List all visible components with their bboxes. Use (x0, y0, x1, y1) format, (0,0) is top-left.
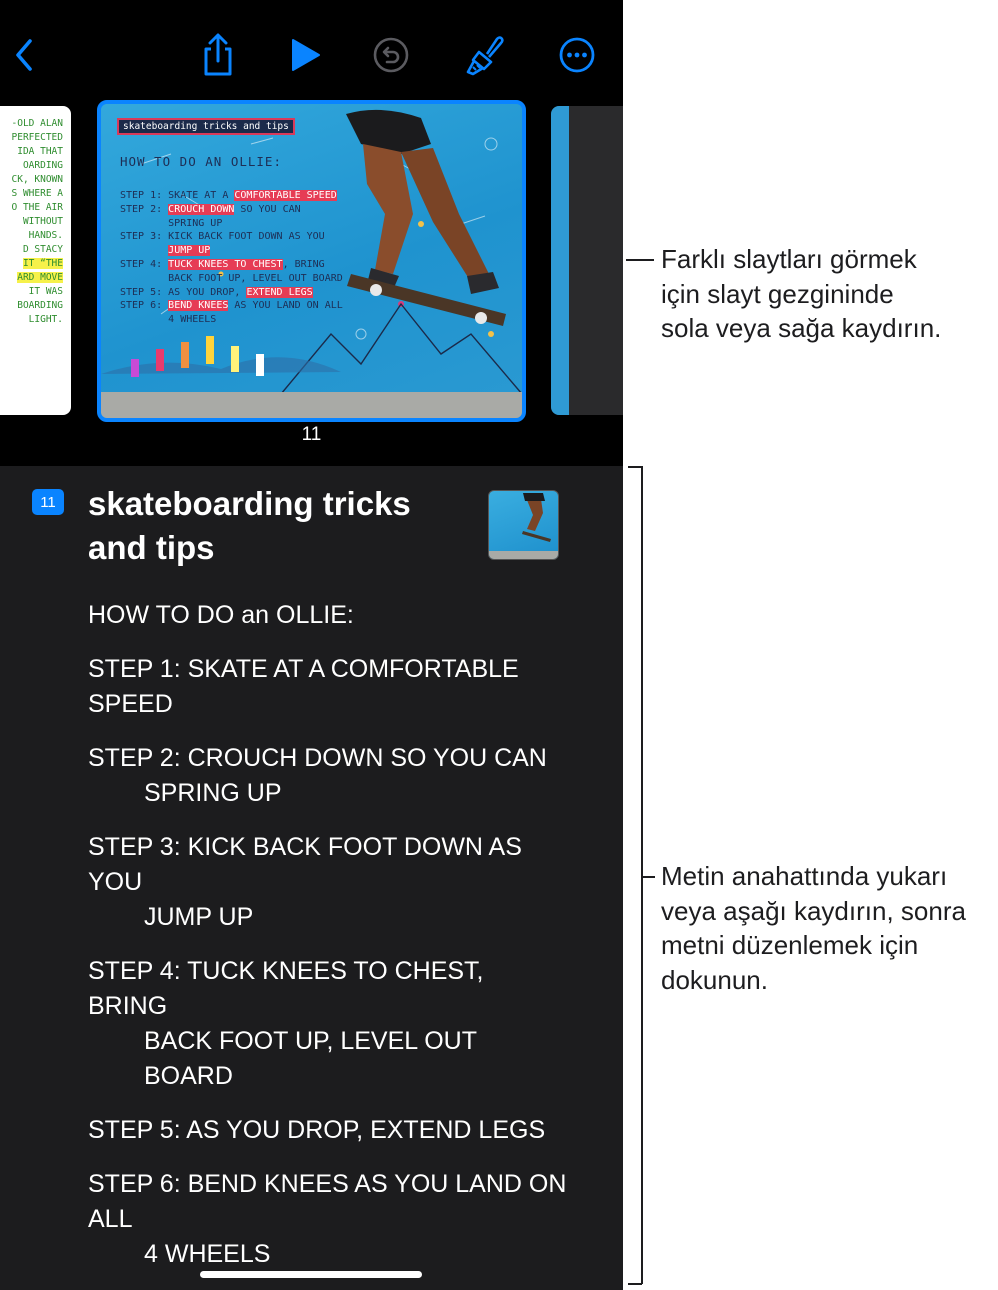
callout-navigator (661, 242, 941, 346)
slide-text-line (120, 314, 216, 325)
slide-text: STEP 3: KICK BACK FOOT DOWN AS YOU (120, 231, 325, 243)
slide-highlight-text: TUCK KNEES TO CHEST (168, 259, 283, 270)
thumb-text: IDA THAT (17, 146, 63, 157)
callout-line: Farklı slaytları görmek (661, 244, 917, 274)
thumb-text: O THE AIR (11, 202, 63, 213)
outline-indented-line: BACK FOOT UP, LEVEL OUT BOARD (144, 1027, 477, 1090)
ellipsis-circle-icon (558, 36, 596, 74)
undo-icon (372, 36, 410, 74)
outline-line: STEP 2: CROUCH DOWN SO YOU CAN (88, 744, 547, 772)
share-icon (200, 33, 236, 77)
home-indicator[interactable] (200, 1271, 422, 1278)
outline-slide-thumbnail[interactable] (488, 490, 559, 560)
slide-text-line (120, 245, 210, 256)
outline-line: STEP 4: TUCK KNEES TO CHEST, BRING (88, 957, 484, 1020)
slide-text-line (120, 204, 301, 215)
outline-paragraph[interactable] (88, 954, 568, 1094)
callout-line: dokunun. (661, 964, 768, 995)
callout-bracket (628, 466, 642, 468)
slide-text-line (120, 300, 343, 311)
slide-text: STEP 5: AS YOU DROP, (120, 286, 247, 298)
slide-text: STEP 1: SKATE AT A (120, 190, 235, 201)
slide-text: STEP 6: (120, 300, 169, 312)
slide-text: 4 WHEELS (120, 314, 217, 326)
slide-navigator[interactable] (0, 100, 623, 466)
callout-line: için slayt gezgininde (661, 278, 894, 309)
thumb-text: WITHOUT (22, 216, 63, 227)
slide-highlight-text: COMFORTABLE SPEED (234, 190, 337, 201)
thumb-text: ARD MOVE (17, 272, 63, 283)
back-button[interactable] (0, 30, 50, 80)
outline-indented-line: JUMP UP (144, 903, 254, 931)
slide-thumbnail-previous[interactable] (0, 106, 71, 415)
slide-highlight-text: CROUCH DOWN (168, 203, 235, 215)
thumb-text: BOARDING (17, 300, 63, 311)
slide-text-line (120, 273, 343, 284)
outline-line: STEP 5: AS YOU DROP, EXTEND LEGS (88, 1116, 546, 1144)
share-button[interactable] (193, 30, 243, 80)
thumb-text: -OLD ALAN (11, 118, 63, 129)
text-outline[interactable] (0, 466, 623, 1290)
callout-leader-line (642, 876, 655, 878)
slide-text-line (120, 190, 337, 201)
slide-thumbnail-next[interactable] (551, 106, 623, 415)
slide-text: BACK FOOT UP, LEVEL OUT BOARD (120, 272, 343, 284)
undo-button[interactable] (366, 30, 416, 80)
outline-line: STEP 1: SKATE AT A COMFORTABLE SPEED (88, 655, 519, 718)
thumb-text: LIGHT. (28, 314, 63, 325)
thumb-text: S WHERE A (11, 188, 63, 199)
format-button[interactable] (460, 30, 510, 80)
slide-text-line (120, 218, 222, 229)
skater-thumbnail-image (489, 491, 559, 560)
thumb-text: OARDING (22, 160, 63, 171)
slide-text: SO YOU CAN (234, 203, 301, 215)
callout-bracket (641, 466, 643, 1284)
slide-text: , BRING (282, 259, 325, 270)
slide-highlight-text: EXTEND LEGS (246, 286, 313, 298)
paintbrush-icon (465, 34, 505, 76)
slide-text: STEP 4: (120, 259, 169, 270)
slide-number: 11 (301, 424, 322, 445)
slide-thumbnail-current[interactable] (97, 100, 526, 422)
thumb-text: CK, KNOWN (11, 174, 63, 185)
callout-leader-line (626, 259, 654, 261)
slide-title: skateboarding tricks and tips (117, 118, 295, 135)
slide-ground (101, 392, 522, 418)
callout-line: Metin anahattında yukarı (661, 861, 948, 891)
outline-paragraph[interactable] (88, 1167, 568, 1272)
outline-body-text[interactable] (88, 598, 568, 1290)
chevron-left-icon (10, 37, 40, 73)
slide-text: AS YOU LAND ON ALL (228, 300, 343, 312)
callout-line: veya aşağı kaydırın, sonra (661, 895, 966, 926)
thumb-text: D STACY (22, 244, 63, 255)
outline-paragraph[interactable] (88, 598, 568, 633)
callout-line: sola veya sağa kaydırın. (661, 313, 942, 343)
toolbar (0, 0, 623, 100)
thumb-text: IT “THE (22, 258, 63, 269)
slide-background (101, 104, 522, 418)
outline-paragraph[interactable] (88, 1113, 568, 1148)
slide-number-badge: 11 (32, 489, 64, 515)
callout-outline (661, 859, 966, 997)
outline-paragraph[interactable] (88, 830, 568, 935)
slide-highlight-text: JUMP UP (168, 245, 211, 257)
outline-slide-title[interactable]: skateboarding tricks and tips (88, 485, 411, 566)
play-button[interactable] (280, 30, 330, 80)
outline-indented-line: 4 WHEELS (144, 1240, 271, 1268)
outline-line: STEP 3: KICK BACK FOOT DOWN AS YOU (88, 833, 522, 896)
slide-text-line (120, 231, 325, 242)
slide-heading: HOW TO DO AN OLLIE: (120, 154, 282, 169)
slide-text-line (120, 287, 313, 298)
next-thumb-edge (551, 106, 569, 415)
outline-indented-line: SPRING UP (144, 779, 282, 807)
outline-line: HOW TO DO an OLLIE: (88, 601, 354, 629)
slide-text: SPRING UP (120, 217, 223, 229)
slide-highlight-text: BEND KNEES (168, 300, 229, 312)
thumb-text: HANDS. (28, 230, 63, 241)
slide-text: STEP 2: (120, 203, 169, 215)
outline-line: STEP 6: BEND KNEES AS YOU LAND ON ALL (88, 1170, 567, 1233)
slide-text (120, 245, 168, 256)
play-icon (289, 38, 321, 72)
outline-paragraph[interactable] (88, 741, 568, 811)
thumb-text: IT WAS (28, 286, 63, 297)
outline-paragraph[interactable] (88, 652, 568, 722)
slide-text-line (120, 259, 325, 270)
more-button[interactable] (552, 30, 602, 80)
callout-bracket (628, 1283, 642, 1285)
thumb-text: PERFECTED (11, 132, 63, 143)
callout-line: metni düzenlemek için (661, 930, 919, 960)
